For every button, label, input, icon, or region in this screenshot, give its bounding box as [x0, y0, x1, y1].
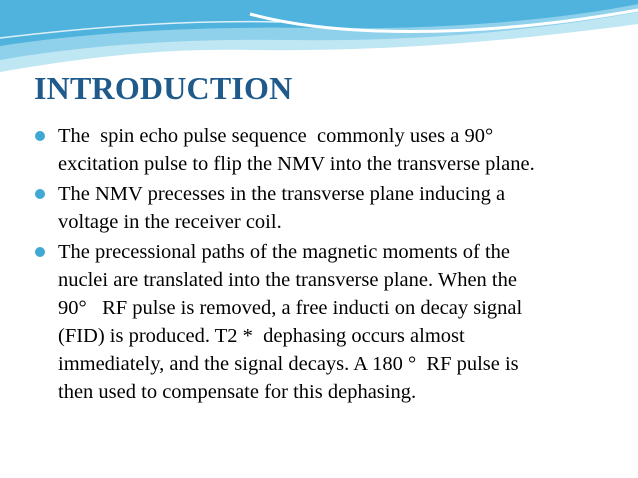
bullet-item — [34, 238, 609, 406]
slide-title: INTRODUCTION — [34, 70, 293, 106]
bullet-dot-icon — [35, 189, 45, 199]
bullet-item — [34, 180, 609, 236]
bullet-text-line: (FID) is produced. T2 * dephasing occurs almost — [58, 325, 465, 347]
bullet-text-line: then used to compensate for this dephasing. — [58, 381, 417, 403]
bullet-text-line: voltage in the receiver coil. — [58, 211, 282, 233]
bullet-text-line: The precessional paths of the magnetic moments of the — [58, 241, 511, 263]
bullet-text-line: excitation pulse to flip the NMV into the transverse plane. — [58, 153, 535, 175]
bullet-text-line: nuclei are translated into the transverse plane. When the — [58, 269, 517, 291]
bullet-text-line: 90° RF pulse is removed, a free inducti on decay signal — [58, 297, 523, 319]
bullet-text-line: The NMV precesses in the transverse plane inducing a — [58, 183, 506, 205]
bullet-text-line: The spin echo pulse sequence commonly uses a 90° — [58, 125, 494, 147]
bullet-item — [34, 122, 609, 178]
bullet-list — [34, 122, 609, 408]
bullet-dot-icon — [35, 131, 45, 141]
bullet-text-line: immediately, and the signal decays. A 180 ° RF pulse is — [58, 353, 519, 375]
bullet-dot-icon — [35, 247, 45, 257]
